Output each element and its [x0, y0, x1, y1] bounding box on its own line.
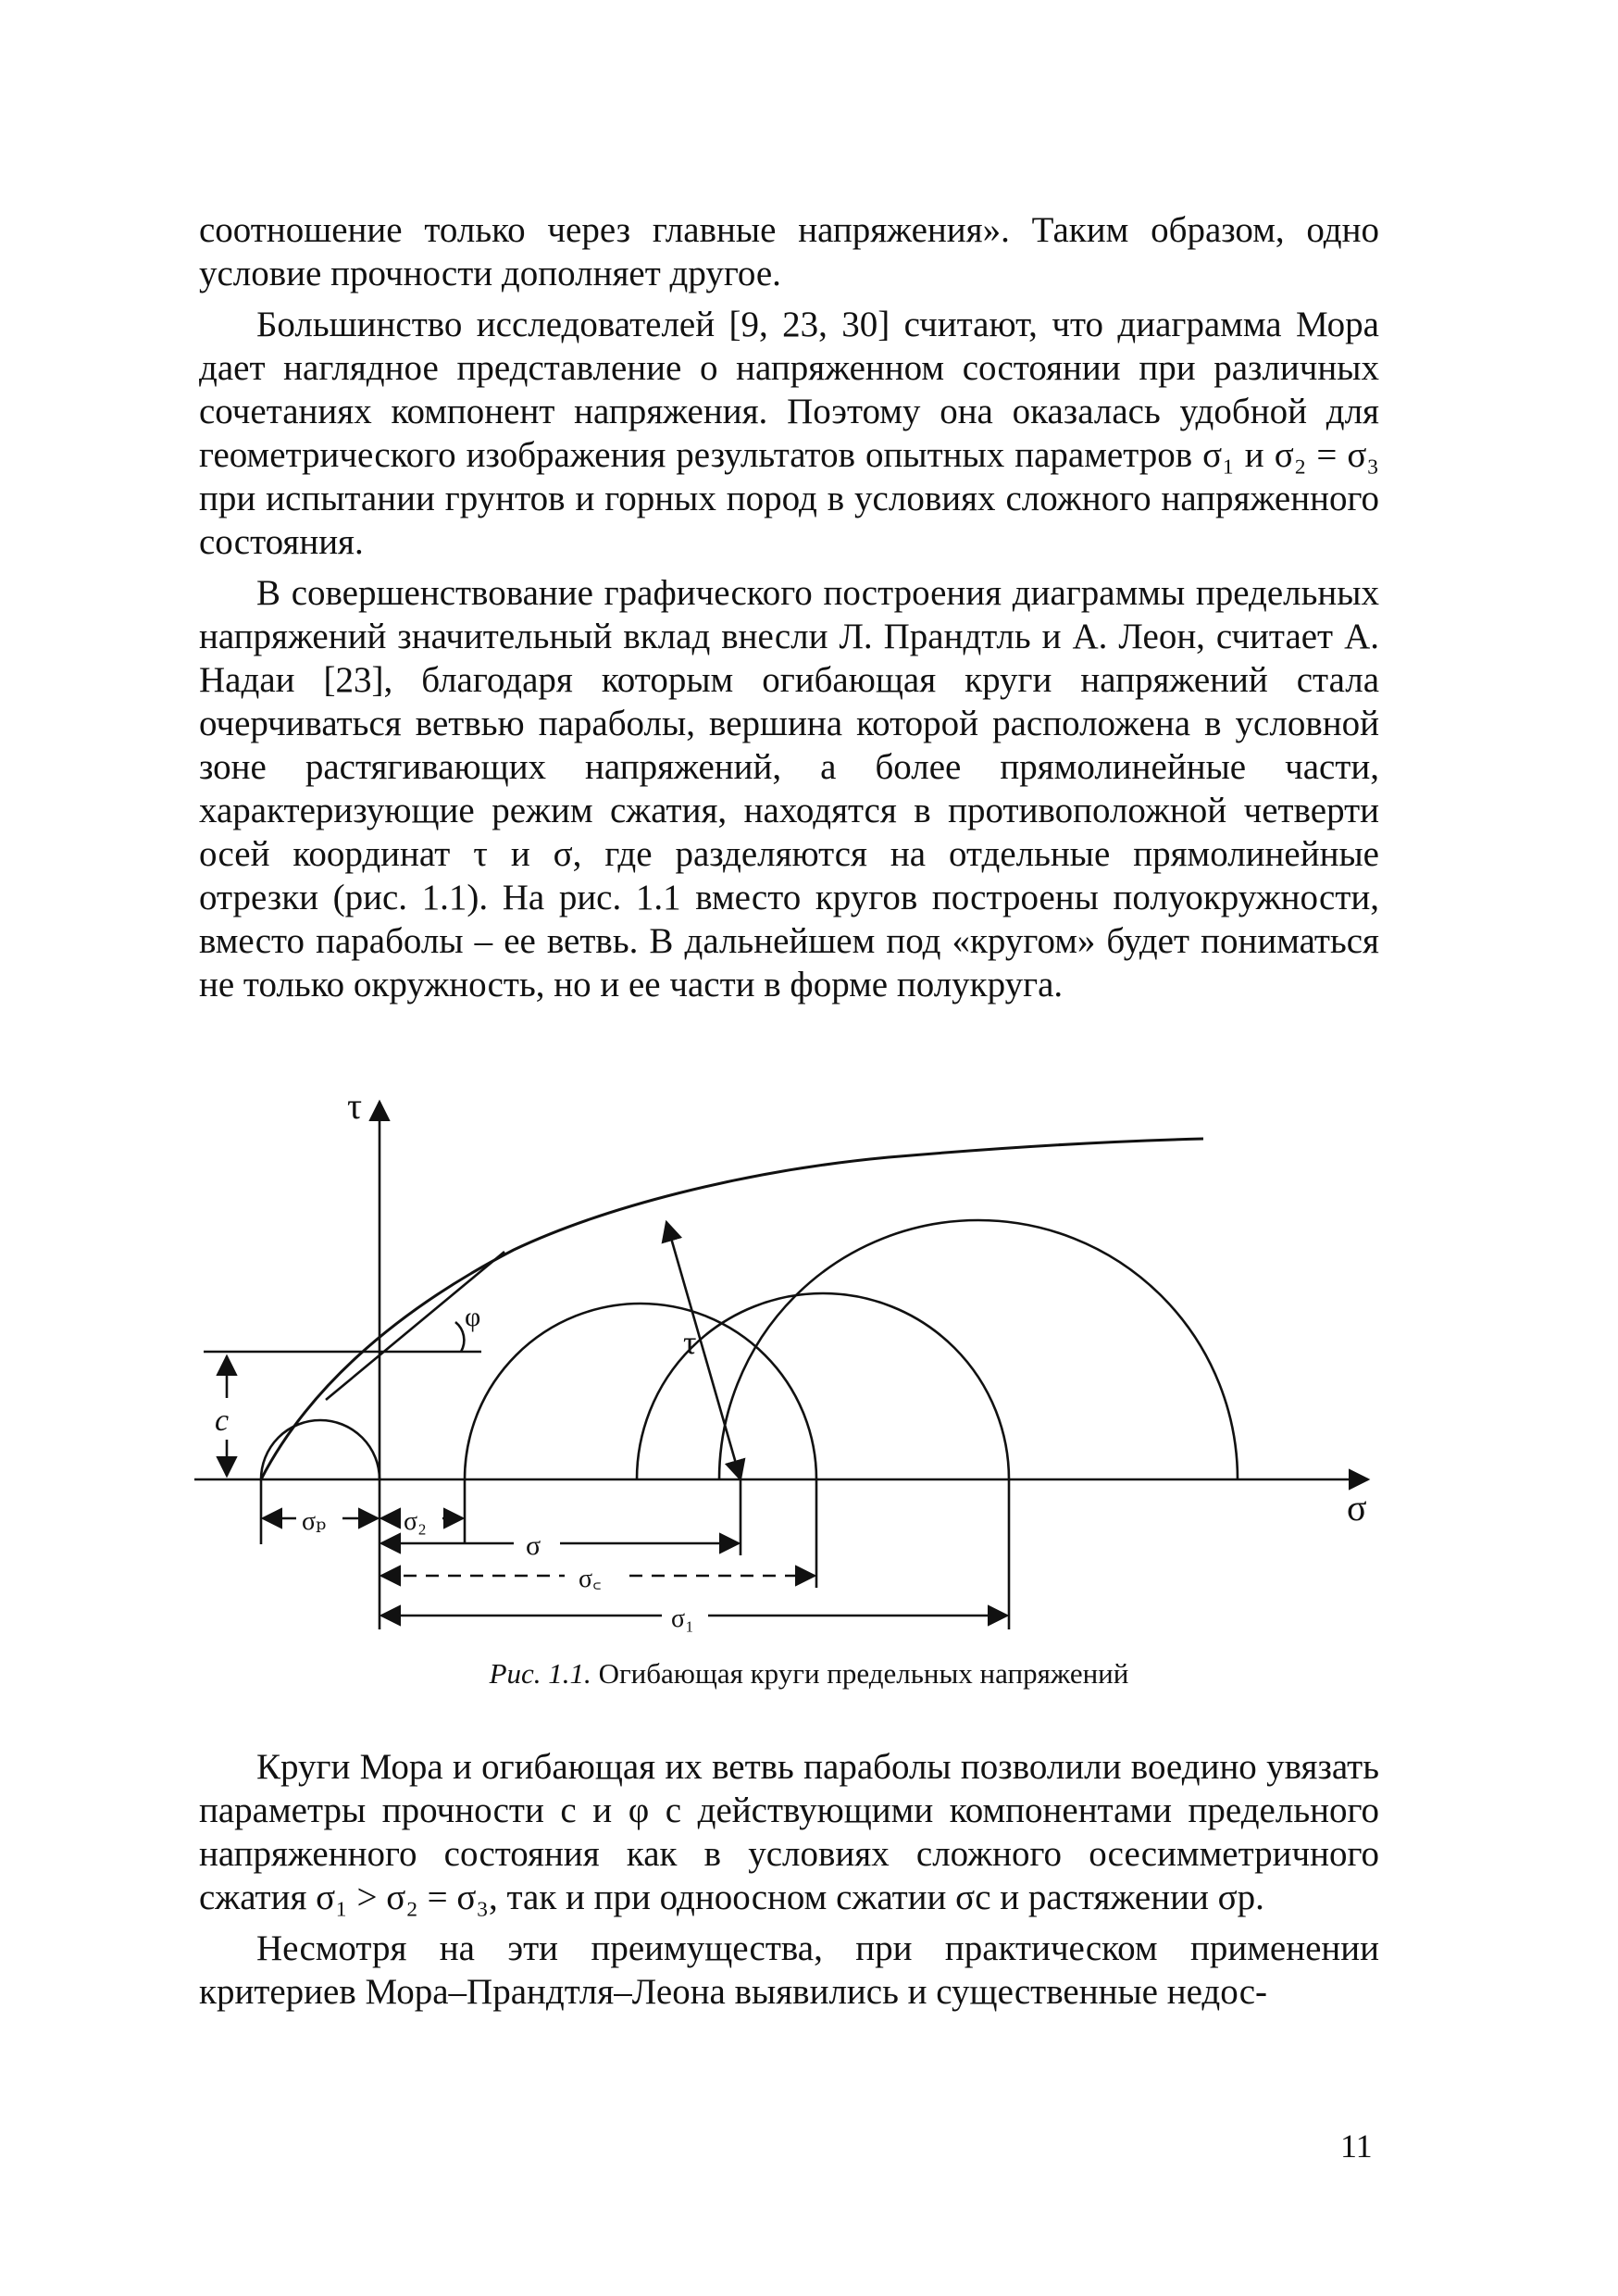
phi-arc	[455, 1322, 464, 1352]
paragraph-2: Большинство исследователей [9, 23, 30] считают, что диаграмма Мора дает наглядное представление о напряженном состоянии при различных сочетаниях компонент напряжения. Поэтому она оказалась удобной для геометрического изображения результатов опытных параметров σ₁ и σ₂ = σ₃ при испытании грунтов и горных пород в условиях сложного напряженного состояния.	[199, 305, 1379, 562]
figure-caption-label: Рис. 1.1.	[489, 1657, 591, 1690]
sigma-1-label: σ₁	[671, 1604, 694, 1633]
triaxial-circle-2	[719, 1220, 1238, 1479]
sigma-p-label: σₚ	[302, 1507, 327, 1536]
paragraph-5: Несмотря на эти преимущества, при практическом применении критериев Мора–Прандтля–Леона выявились и существенные недос-	[199, 1928, 1379, 2012]
sigma-axis-label: σ	[1347, 1487, 1367, 1529]
sigma-2-label: σ₂	[404, 1507, 427, 1536]
paragraph-4: Круги Мора и огибающая их ветвь параболы позволили воедино увязать параметры прочности c и φ с действующими компонентами предельного напряженного состояния как в условиях сложного осесимметричного сжатия σ₁ > σ₂ = σ₃, так и при одноосном сжатии σc и растяжении σp.	[199, 1747, 1379, 1917]
text-block-bottom	[199, 1745, 1379, 2014]
page-number: 11	[1340, 2128, 1373, 2165]
figure-caption-text: Огибающая круги предельных напряжений	[598, 1657, 1129, 1690]
tau-radius-label: τ	[683, 1324, 697, 1361]
sigma-c-label: σ꜀	[579, 1565, 602, 1593]
uniaxial-circle	[465, 1304, 816, 1479]
phi-label: φ	[465, 1302, 481, 1332]
triaxial-circle-1	[637, 1293, 1009, 1479]
paragraph-1: соотношение только через главные напряжения». Таким образом, одно условие прочности дополняет другое.	[199, 210, 1379, 293]
figure-caption	[0, 1657, 1618, 1691]
c-label: c	[215, 1404, 230, 1438]
tau-radius-arrow	[666, 1222, 741, 1479]
tau-axis-label: τ	[347, 1085, 363, 1127]
envelope-curve	[261, 1139, 1203, 1479]
sigma-label: σ	[526, 1530, 541, 1561]
paragraph-3: В совершенствование графического построения диаграммы предельных напряжений значительный вклад внесли Л. Прандтль и А. Леон, считает А. Надаи [23], благодаря которым огибающая круги напряжений стала очерчиваться ветвью параболы, вершина которой расположена в условной зоне растягивающих напряжений, а более прямолинейные части, характеризующие режим сжатия, находятся в противоположной четверти осей координат τ и σ, где разделяются на отдельные прямолинейные отрезки (рис. 1.1). На рис. 1.1 вместо кругов построены полуокружности, вместо параболы – ее ветвь. В дальнейшем под «кругом» будет пониматься не только окружность, но и ее части в форме полукруга.	[199, 573, 1379, 1004]
